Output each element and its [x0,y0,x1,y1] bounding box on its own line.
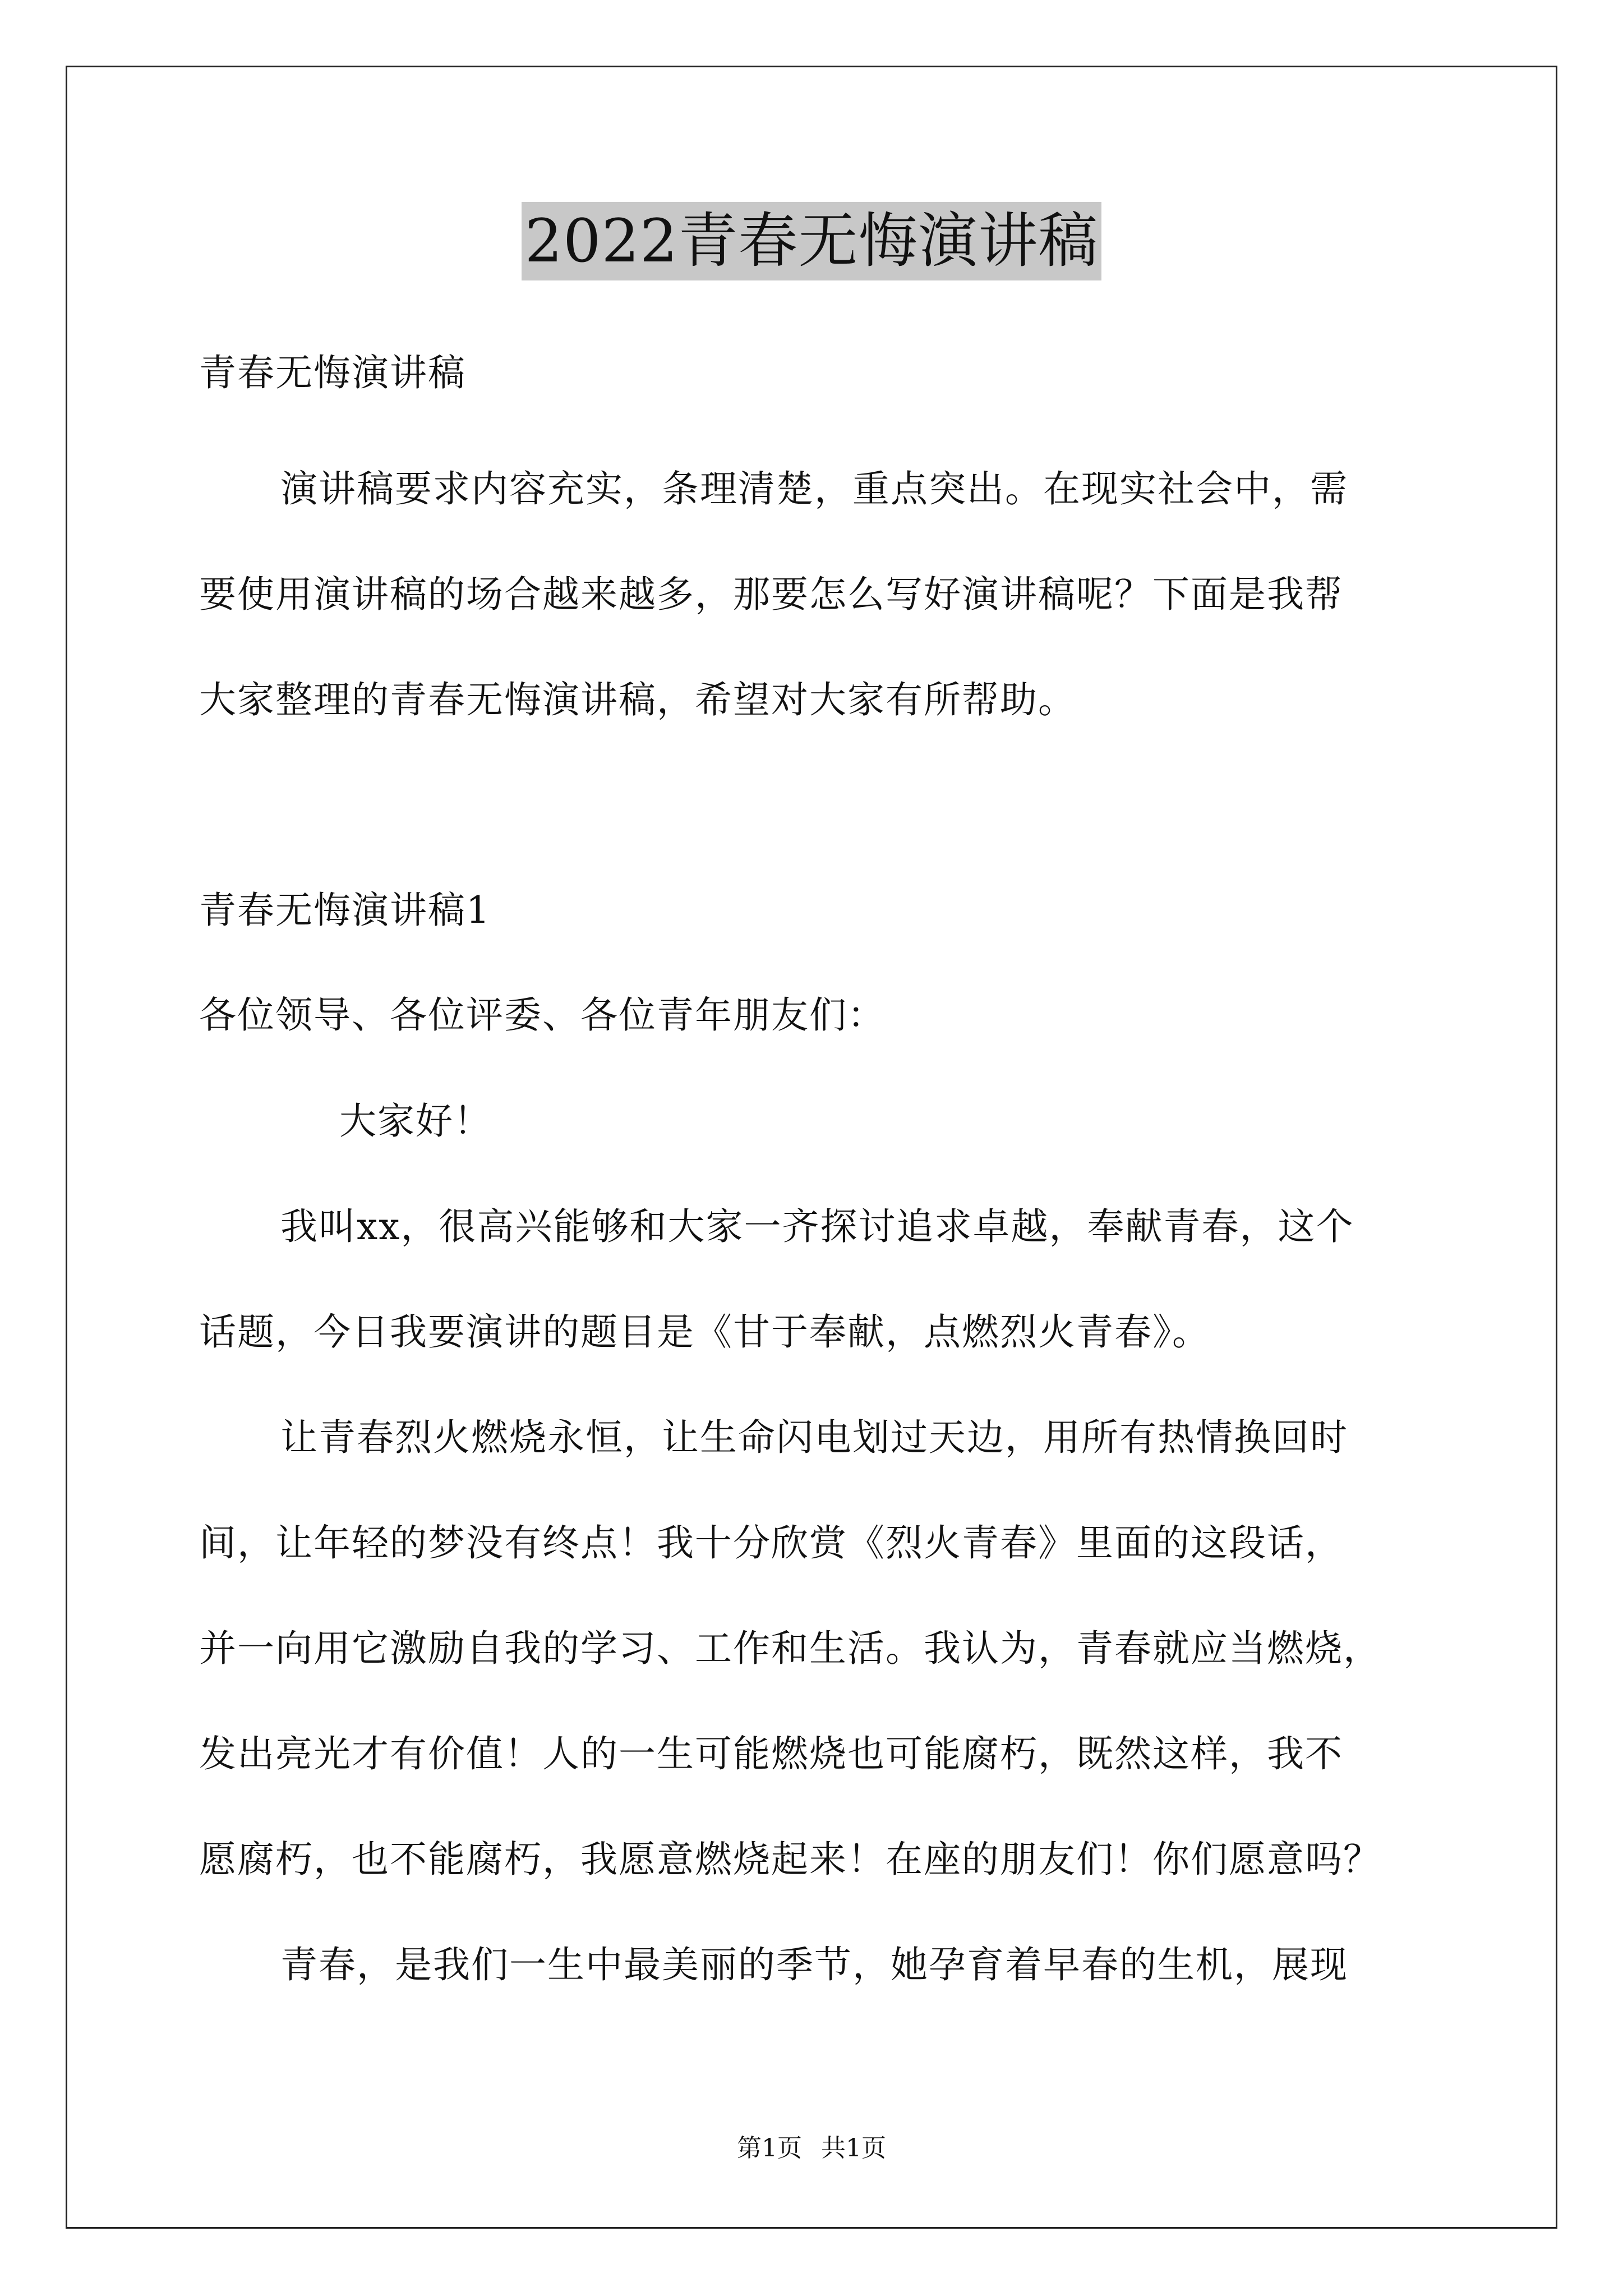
paragraph-line: 间，让年轻的梦没有终点！我十分欣赏《烈火青春》里面的这段话， [199,1521,1343,1565]
paragraph-line: 演讲稿要求内容充实，条理清楚，重点突出。在现实社会中，需 [280,467,1348,510]
paragraph-line: 要使用演讲稿的场合越来越多，那要怎么写好演讲稿呢？下面是我帮 [199,573,1343,616]
paragraph-line: 发出亮光才有价值！人的一生可能燃烧也可能腐朽，既然这样，我不 [199,1732,1343,1775]
salutation-line: 各位领导、各位评委、各位青年朋友们： [199,993,886,1037]
greeting-line: 大家好！ [339,1099,492,1143]
paragraph-line: 我叫xx，很高兴能够和大家一齐探讨追求卓越，奉献青春，这个 [280,1205,1354,1248]
paragraph-line: 并一向用它激励自我的学习、工作和生活。我认为，青春就应当燃烧， [199,1627,1381,1670]
page-footer [0,2132,1623,2165]
subtitle-line: 青春无悔演讲稿 [199,351,466,394]
title-container [0,202,1623,280]
section-heading: 青春无悔演讲稿1 [199,889,491,932]
paragraph-line: 愿腐朽，也不能腐朽，我愿意燃烧起来！在座的朋友们！你们愿意吗？ [199,1838,1381,1881]
paragraph-line: 大家整理的青春无悔演讲稿，希望对大家有所帮助。 [199,678,1076,721]
paragraph-line: 青春，是我们一生中最美丽的季节，她孕育着早春的生机，展现 [280,1943,1348,1986]
page-total: 共1页 [821,2134,886,2162]
document-title: 2022青春无悔演讲稿 [522,202,1102,280]
paragraph-line: 话题，今日我要演讲的题目是《甘于奉献，点燃烈火青春》。 [199,1310,1210,1354]
paragraph-line: 让青春烈火燃烧永恒，让生命闪电划过天边，用所有热情换回时 [280,1416,1348,1459]
page-number: 第1页 [737,2134,802,2162]
